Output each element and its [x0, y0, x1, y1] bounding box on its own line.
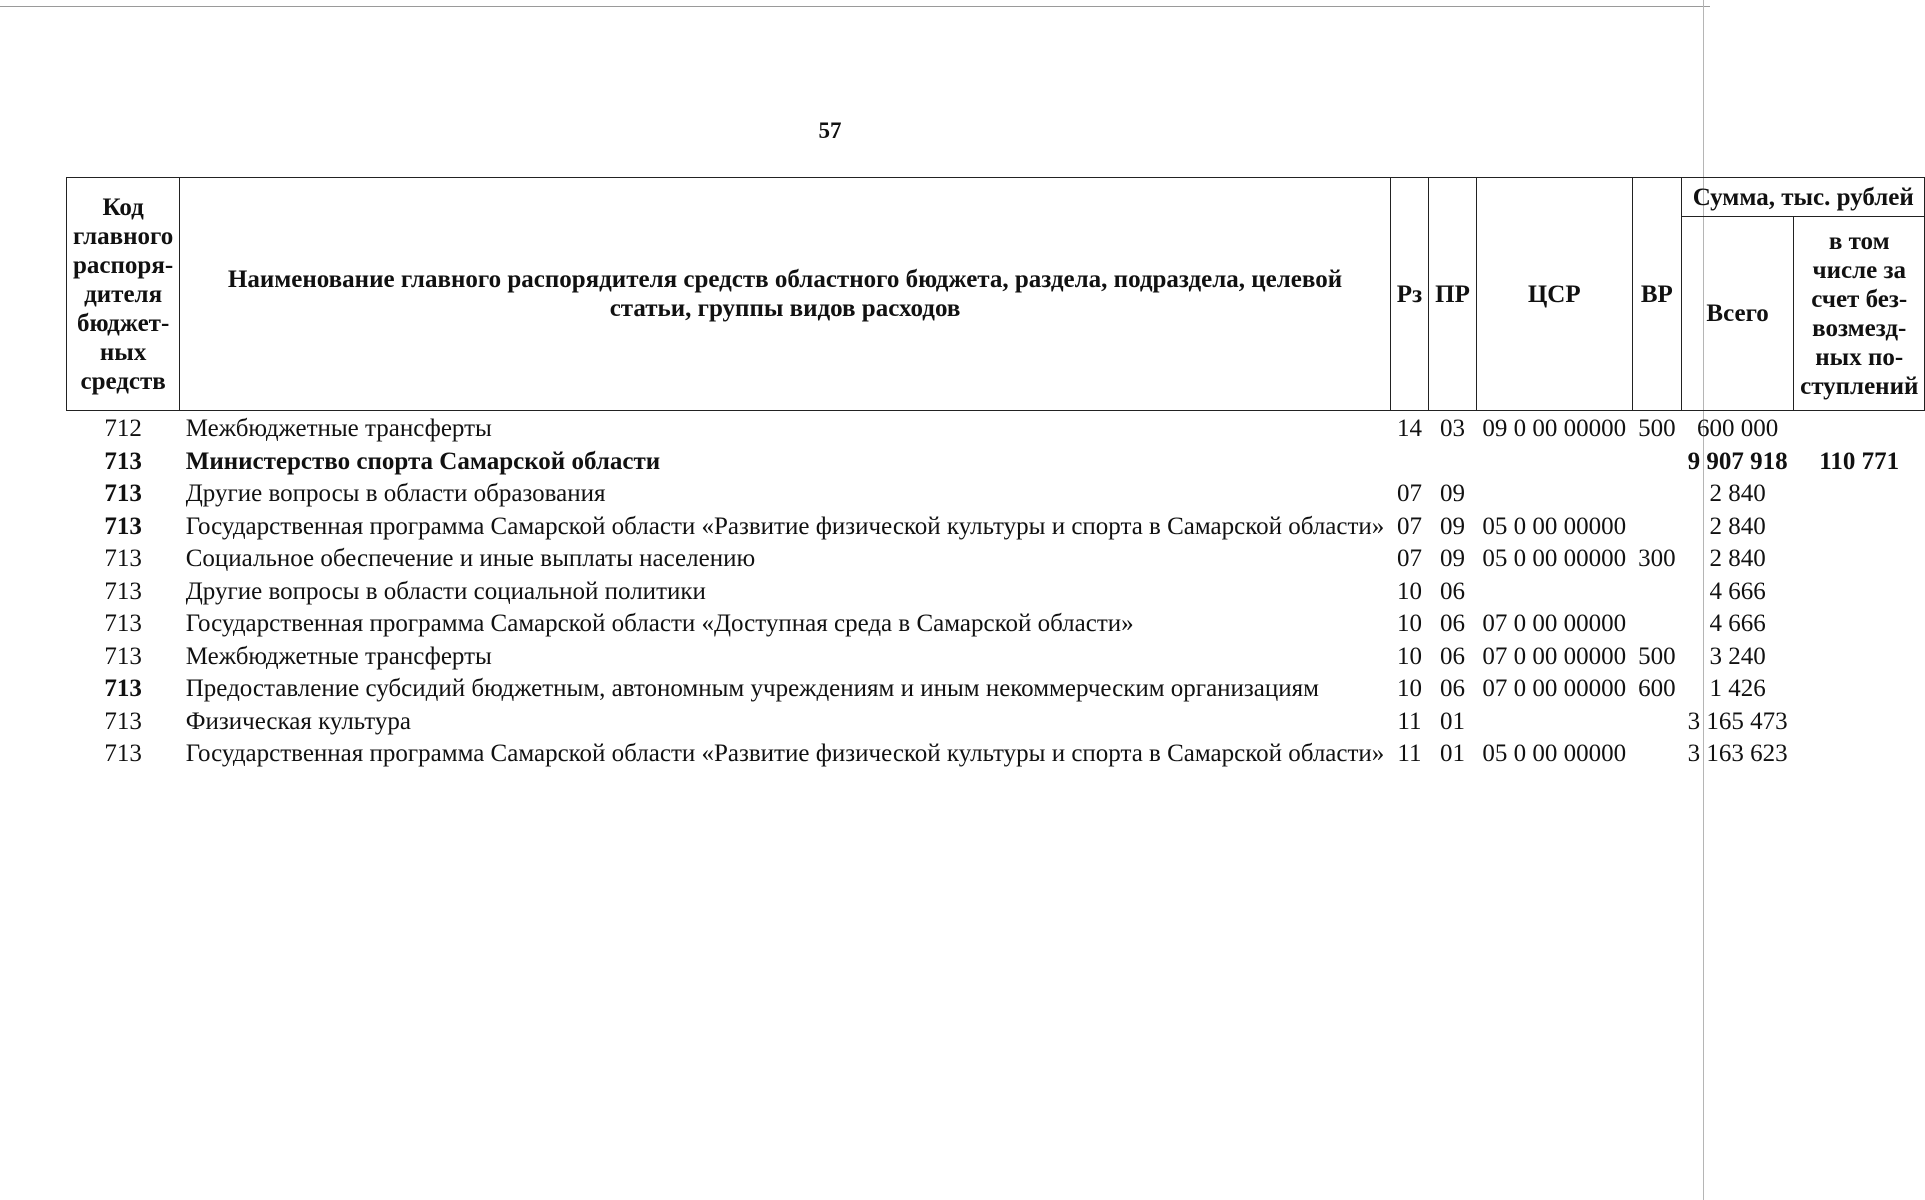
table-row — [67, 608, 1925, 641]
cell-rz: 11 — [1397, 707, 1422, 735]
cell-code: 713 — [104, 480, 142, 507]
cell-code: 713 — [104, 577, 142, 605]
cell-total: 3 163 623 — [1687, 740, 1788, 767]
cell-free — [1794, 411, 1925, 446]
cell-total: 4 666 — [1709, 577, 1766, 605]
cell-free — [1794, 738, 1925, 771]
cell-rz: 10 — [1396, 642, 1422, 670]
cell-csr — [1476, 446, 1632, 479]
cell-pr: 09 — [1439, 480, 1465, 507]
cell-name: Государственная программа Самарской области «Доступная среда в Самарской области» — [185, 610, 1134, 637]
page-number: 57 — [818, 118, 842, 143]
cell-code: 713 — [104, 675, 142, 702]
cell-total: 2 840 — [1709, 480, 1766, 507]
cell-csr: 07 0 00 00000 — [1482, 610, 1627, 637]
cell-total: 1 426 — [1709, 675, 1766, 702]
cell-pr — [1429, 446, 1477, 479]
table-row — [67, 641, 1925, 674]
cell-csr: 05 0 00 00000 — [1482, 512, 1627, 540]
table-row — [67, 511, 1925, 544]
cell-rz: 07 — [1396, 512, 1422, 540]
cell-name: Межбюджетные трансферты — [185, 415, 492, 442]
cell-free — [1794, 511, 1925, 544]
cell-name: Государственная программа Самарской области «Развитие физической культуры и спорта в Самарской области» — [185, 740, 1385, 767]
cell-vr — [1632, 706, 1682, 739]
cell-name: Физическая культура — [185, 707, 411, 735]
cell-csr — [1476, 576, 1632, 609]
table-row — [67, 706, 1925, 739]
cell-total: 600 000 — [1696, 415, 1779, 442]
cell-code: 713 — [104, 642, 142, 670]
cell-rz: 07 — [1396, 545, 1422, 572]
table-row — [67, 738, 1925, 771]
cell-rz: 11 — [1397, 740, 1422, 767]
cell-pr: 01 — [1439, 740, 1465, 767]
cell-rz: 14 — [1396, 415, 1422, 442]
cell-free — [1794, 576, 1925, 609]
header-code: Код главного распоря-дителя бюджет-ных средств — [67, 178, 180, 411]
header-total: Всего — [1682, 217, 1794, 411]
cell-csr: 05 0 00 00000 — [1482, 740, 1627, 767]
cell-free — [1794, 543, 1925, 576]
cell-code: 713 — [104, 740, 142, 767]
cell-csr — [1476, 706, 1632, 739]
cell-vr: 500 — [1638, 642, 1676, 670]
header-csr: ЦСР — [1476, 178, 1632, 411]
cell-name: Предоставление субсидий бюджетным, автономным учреждениям и иным некоммерческим организациям — [185, 675, 1319, 702]
cell-pr: 09 — [1439, 512, 1465, 540]
cell-code: 713 — [104, 610, 142, 637]
header-free: в том числе за счет без-возмезд-ных по-ступлений — [1794, 217, 1925, 411]
cell-name: Министерство спорта Самарской области — [185, 447, 661, 475]
table-row — [67, 446, 1925, 479]
header-pr: ПР — [1429, 178, 1477, 411]
cell-code: 712 — [104, 415, 142, 442]
cell-name: Межбюджетные трансферты — [185, 642, 492, 670]
cell-vr — [1632, 576, 1682, 609]
cell-pr: 09 — [1439, 545, 1465, 572]
cell-pr: 06 — [1439, 610, 1465, 637]
table-body — [67, 411, 1925, 771]
header-sum-group: Сумма, тыс. рублей — [1682, 178, 1925, 217]
cell-rz: 10 — [1396, 610, 1422, 637]
cell-vr — [1632, 478, 1682, 511]
cell-pr: 06 — [1439, 577, 1465, 605]
cell-csr — [1476, 478, 1632, 511]
cell-free: 110 771 — [1819, 447, 1900, 475]
table-row — [67, 411, 1925, 446]
header-rz: Рз — [1390, 178, 1428, 411]
table-row — [67, 543, 1925, 576]
cell-vr — [1632, 608, 1682, 641]
cell-rz: 10 — [1396, 675, 1422, 702]
cell-free — [1794, 673, 1925, 706]
budget-table — [66, 177, 1925, 771]
cell-name: Государственная программа Самарской области «Развитие физической культуры и спорта в Самарской области» — [185, 512, 1385, 540]
cell-code: 713 — [104, 707, 142, 735]
cell-total: 2 840 — [1709, 545, 1766, 572]
cell-vr — [1632, 511, 1682, 544]
cell-csr: 07 0 00 00000 — [1482, 642, 1627, 670]
cell-total: 9 907 918 — [1687, 447, 1788, 475]
cell-free — [1794, 706, 1925, 739]
cell-csr: 09 0 00 00000 — [1482, 415, 1627, 442]
cell-pr: 06 — [1439, 642, 1465, 670]
header-name: Наименование главного распорядителя средств областного бюджета, раздела, подраздела, целевой статьи, группы видов расходов — [180, 178, 1391, 411]
table-row — [67, 673, 1925, 706]
cell-total: 2 840 — [1709, 512, 1766, 540]
cell-rz: 07 — [1396, 480, 1422, 507]
cell-code: 713 — [104, 512, 142, 540]
scan-top-edge — [0, 6, 1710, 7]
cell-pr: 01 — [1439, 707, 1465, 735]
cell-vr: 300 — [1638, 545, 1676, 572]
cell-vr: 600 — [1638, 675, 1676, 702]
cell-total: 3 165 473 — [1687, 707, 1788, 735]
cell-code: 713 — [104, 447, 142, 475]
table-row — [67, 478, 1925, 511]
cell-name: Социальное обеспечение и иные выплаты населению — [185, 545, 756, 572]
cell-pr: 03 — [1439, 415, 1465, 442]
cell-free — [1794, 641, 1925, 674]
cell-vr: 500 — [1638, 415, 1676, 442]
cell-free — [1794, 608, 1925, 641]
cell-total: 4 666 — [1709, 610, 1766, 637]
cell-pr: 06 — [1439, 675, 1465, 702]
cell-name: Другие вопросы в области образования — [185, 480, 606, 507]
cell-rz: 10 — [1396, 577, 1422, 605]
cell-csr: 07 0 00 00000 — [1482, 675, 1627, 702]
cell-name: Другие вопросы в области социальной политики — [185, 577, 706, 605]
cell-code: 713 — [104, 545, 142, 572]
cell-csr: 05 0 00 00000 — [1482, 545, 1627, 572]
cell-total: 3 240 — [1709, 642, 1766, 670]
cell-free — [1794, 478, 1925, 511]
cell-vr — [1632, 446, 1682, 479]
table-row — [67, 576, 1925, 609]
cell-vr — [1632, 738, 1682, 771]
header-vr: ВР — [1632, 178, 1682, 411]
cell-rz — [1390, 446, 1428, 479]
